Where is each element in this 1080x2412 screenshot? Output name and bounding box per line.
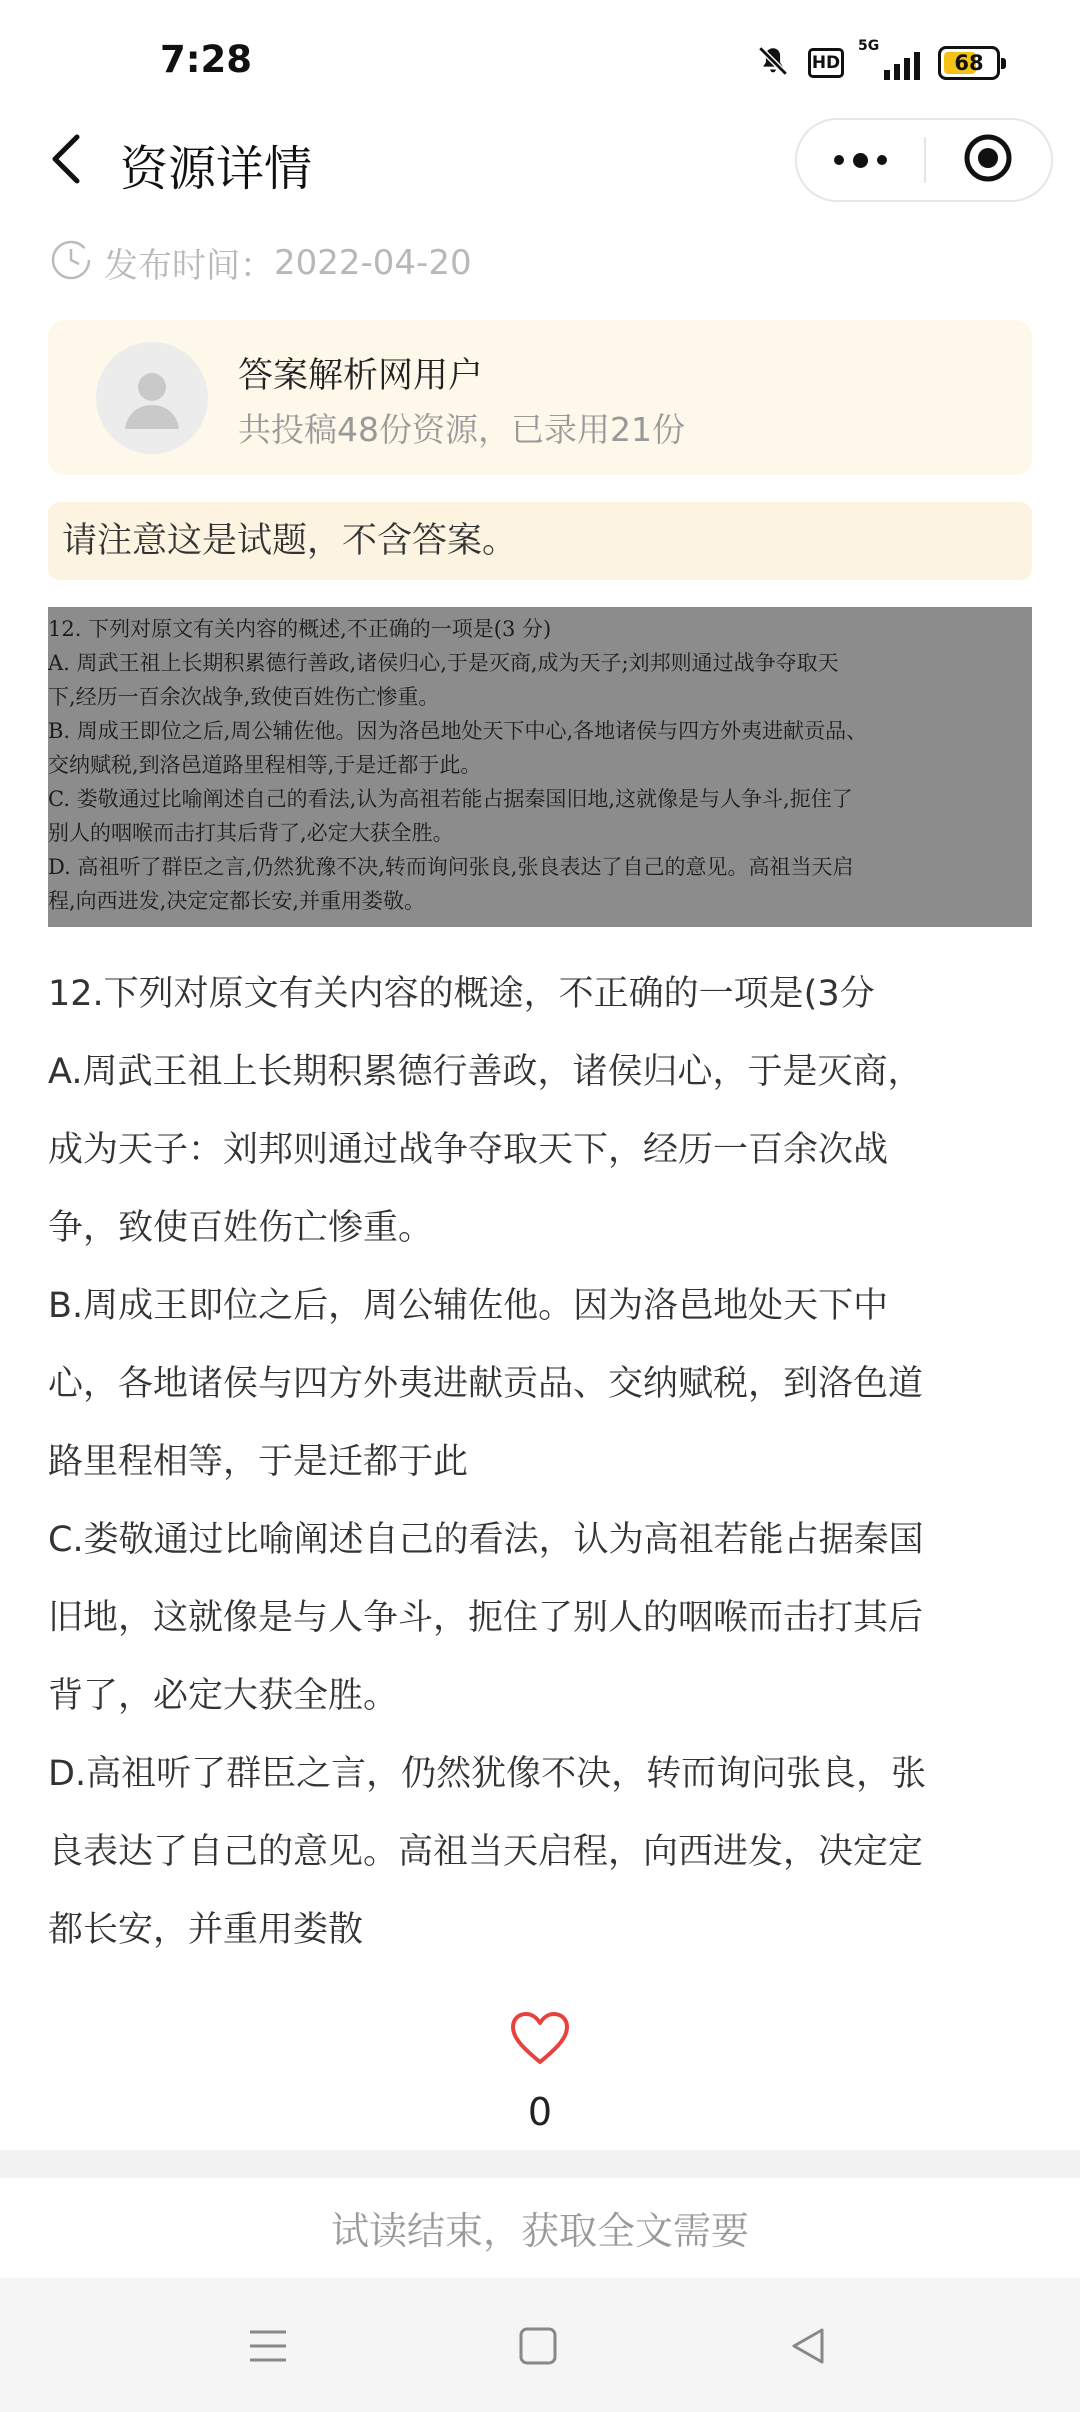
mute-bell-icon [756, 44, 790, 82]
exam-image-line: 交纳赋税,到洛邑道路里程相等,于是迁都于此。 [48, 753, 482, 777]
battery-icon [938, 46, 1000, 80]
avatar [96, 342, 208, 454]
menu-icon [248, 2328, 288, 2368]
exam-question-image [48, 607, 1032, 927]
publish-time-row [48, 235, 472, 290]
status-time: 7:28 [160, 38, 253, 81]
signal-5g-icon: 5G [862, 46, 920, 80]
question-line: 路里程相等，于是迁都于此 [48, 1442, 469, 1482]
page-title: 资源详情 [120, 141, 313, 197]
exam-image-line: C. 娄敬通过比喻阐述自己的看法,认为高祖若能占据秦国旧地,这就像是与人争斗,扼住了 [48, 787, 853, 811]
question-text [48, 955, 1038, 1969]
exam-image-line: 程,向西进发,决定定都长安,并重用娄敬。 [48, 889, 426, 913]
more-dots-icon [834, 153, 887, 168]
back-arrow-icon [49, 133, 83, 189]
question-line: 12.下列对原文有关内容的概途，不正确的一项是(3分 [48, 974, 875, 1014]
trial-end-notice: 试读结束，获取全文需要 [330, 2209, 749, 2253]
recent-apps-button[interactable] [228, 2308, 308, 2388]
question-line: 旧地，这就像是与人争斗，扼住了别人的咽喉而击打其后 [48, 1598, 924, 1638]
nav-bar [0, 118, 1080, 204]
user-silhouette-icon [117, 363, 187, 433]
back-triangle-icon [788, 2326, 828, 2370]
system-back-button[interactable] [768, 2308, 848, 2388]
question-line: D.高祖听了群臣之言，仍然犹像不决，转而询问张良，张 [48, 1754, 927, 1794]
close-button[interactable] [926, 118, 1051, 202]
author-card[interactable] [48, 320, 1032, 475]
exam-image-line: 12. 下列对原文有关内容的概述,不正确的一项是(3 分) [48, 617, 552, 641]
question-line: 都长安，并重用娄散 [48, 1910, 364, 1950]
hd-icon: HD [808, 48, 844, 78]
like-button[interactable] [509, 2010, 571, 2066]
question-line: 心，各地诸侯与四方外夷进献贡品、交纳赋税，到洛色道 [48, 1364, 924, 1404]
exam-image-line: 别人的咽喉而击打其后背了,必定大获全胜。 [48, 821, 454, 845]
like-count: 0 [527, 2090, 553, 2134]
home-button[interactable] [498, 2308, 578, 2388]
miniprogram-capsule [795, 118, 1053, 202]
question-line: 争，致使百姓伤亡惨重。 [48, 1208, 434, 1248]
heart-icon [509, 2051, 571, 2070]
question-line: B.周成王即位之后，周公辅佐他。因为洛邑地处天下中 [48, 1286, 889, 1326]
author-stats: 共投稿48份资源，已录用21份 [238, 410, 685, 449]
section-divider [0, 2150, 1080, 2178]
home-square-icon [518, 2326, 558, 2370]
author-name: 答案解析网用户 [238, 356, 484, 396]
exam-image-line: 下,经历一百余次战争,致使百姓伤亡惨重。 [48, 685, 440, 709]
question-line: A.周武王祖上长期积累德行善政，诸侯归心，于是灭商， [48, 1052, 923, 1092]
battery-percent: 68 [954, 51, 984, 75]
status-bar [0, 0, 1080, 120]
question-line: 背了，必定大获全胜。 [48, 1676, 399, 1716]
question-line: 良表达了自己的意见。高祖当天启程，向西进发，决定定 [48, 1832, 924, 1872]
question-line: 成为天子：刘邦则通过战争夺取天下，经历一百余次战 [48, 1130, 889, 1170]
exam-image-line: B. 周成王即位之后,周公辅佐他。因为洛邑地处天下中心,各地诸侯与四方外夷进献贡品、 [48, 719, 868, 743]
exam-image-line: A. 周武王祖上长期积累德行善政,诸侯归心,于是灭商,成为天子;刘邦则通过战争夺取天 [48, 651, 839, 675]
more-button[interactable] [797, 118, 924, 202]
publish-label: 发布时间： [104, 246, 274, 286]
question-line: C.娄敬通过比喻阐述自己的看法，认为高祖若能占据秦国 [48, 1520, 924, 1560]
exam-notice-banner: 请注意这是试题，不含答案。 [48, 502, 1032, 580]
status-icons [756, 38, 1000, 88]
publish-date: 2022-04-20 [274, 242, 472, 283]
miniprogram-close-icon [962, 132, 1014, 188]
clock-icon [48, 235, 94, 290]
system-navigation-bar [0, 2278, 1080, 2412]
back-button[interactable] [36, 128, 96, 194]
exam-image-line: D. 高祖听了群臣之言,仍然犹豫不决,转而询问张良,张良表达了自己的意见。高祖当天启 [48, 855, 854, 879]
